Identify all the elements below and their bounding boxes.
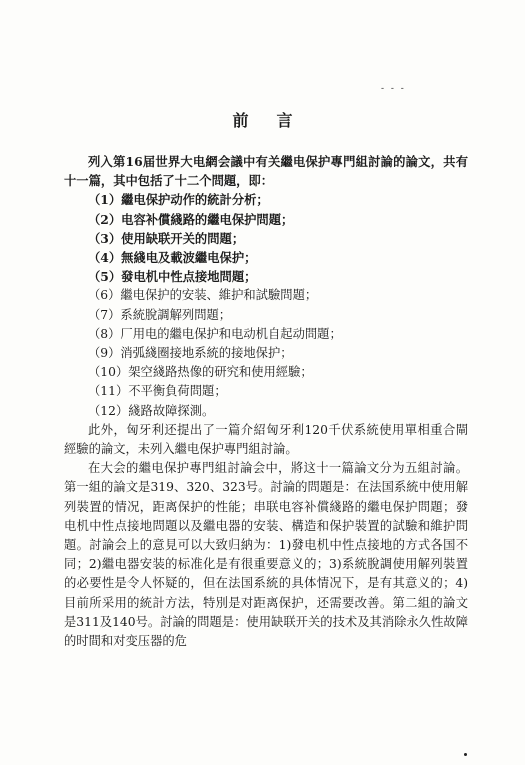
topic-list — [64, 190, 468, 420]
list-item: （3）使用缺联开关的問題； — [88, 230, 245, 246]
page-title: 前言 — [232, 111, 321, 130]
list-item: （5）發电机中性点接地問題； — [88, 269, 257, 285]
intro-paragraph: 列入第16届世界大电網会議中有关繼电保护專門組討論的論文，共有十一篇，其中包括了十二个問題，即： — [64, 154, 468, 189]
list-item: （1）繼电保护动作的統計分析； — [88, 192, 269, 208]
list-item: （2）电容补償綫路的繼电保护問題； — [88, 211, 294, 227]
list-item: （4）無綫电及載波繼电保护； — [88, 250, 257, 266]
paragraph-3: 在大会的繼电保护專門組討論会中，將这十一篇論文分为五組討論。第一組的論文是319、320、323号。討論的問題是：在法国系統中使用解列裝置的情况，距离保护的性能；串联电容补償綫路的繼电保护問題；發电机中性点接地問題以及繼电器的安装、構造和保护裝置的試驗和維护問題。討論会上的意見可以大致归納为：1)發电机中性点接地的方式各国不同；2)繼电器安装的标准化是有很重要意义的；3)系統脫調使用解列裝置的必要性是令人怀疑的，但在法国系統的具体情况下，是有其意义的；4)目前所采用的統計方法，特別是对距离保护，还需要改善。第二組的論文是311及140号。討論的問題是：使用缺联开关的技术及其消除永久性故障的时間和对变压器的危 — [64, 461, 468, 649]
paragraph-2: 此外，匈牙利还提出了一篇介紹匈牙利120千伏系統使用單相重合閘經驗的論文，未列入繼电保护專門組討論。 — [64, 422, 468, 457]
corner-mark: - - - — [381, 84, 406, 94]
list-item: （7）系統脫調解列問題； — [88, 307, 232, 322]
list-item: （10）架空綫路热像的研究和使用經驗； — [88, 365, 313, 380]
body-text — [64, 152, 468, 651]
list-item: （6）繼电保护的安装、維护和試驗問題； — [88, 288, 318, 303]
list-item: （9）消弧綫圈接地系統的接地保护； — [88, 346, 293, 361]
list-item: （8）厂用电的繼电保护和电动机自起动問題； — [88, 326, 342, 341]
list-item: （12）綫路故障探測。 — [88, 403, 215, 418]
list-item: （11）不平衡負荷問題； — [88, 384, 227, 399]
print-speck — [464, 753, 467, 756]
